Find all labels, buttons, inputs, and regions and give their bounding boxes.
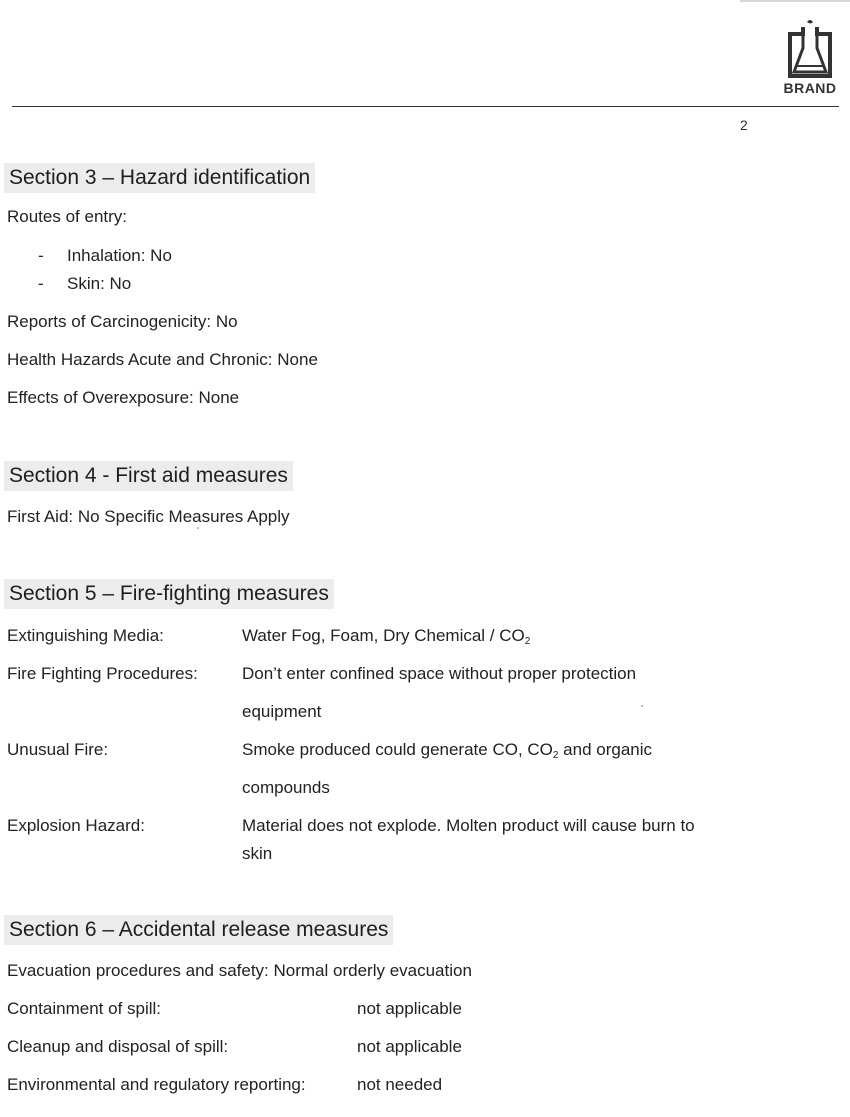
page-number: 2 [740,117,748,133]
first-aid-line: First Aid: No Specific Measures Apply [7,507,290,526]
routes-of-entry-label: Routes of entry: [7,207,128,226]
extinguishing-media-value: Water Fog, Foam, Dry Chemical / $CO_2$ [242,626,531,647]
explosion-hazard-label: Explosion Hazard: [7,816,145,835]
scan-speck [641,705,643,707]
list-item: Inhalation: No [67,246,172,265]
unusual-fire-value: Smoke produced could generate CO, $CO_2$ and organic [242,740,653,761]
explosion-hazard-value: Material does not explode. Molten product will cause burn to [242,816,695,835]
environmental-reporting-value: not needed [357,1075,443,1094]
list-bullet: - [38,274,44,293]
section-5-heading: Section 5 – Fire-fighting measures [4,579,334,609]
list-item: Skin: No [67,274,132,293]
fire-fighting-procedures-value-cont: equipment [242,702,322,721]
unusual-fire-value-cont: compounds [242,778,330,797]
health-hazards-line: Health Hazards Acute and Chronic: None [7,350,318,369]
scan-speck [197,527,199,529]
extinguishing-media-label: Extinguishing Media: [7,626,164,645]
list-bullet: - [38,246,44,265]
section-3-heading: Section 3 – Hazard identification [4,163,315,193]
header-rule [12,106,839,107]
section-4-heading: Section 4 - First aid measures [4,461,293,491]
brand-logo [778,18,842,98]
fire-fighting-procedures-label: Fire Fighting Procedures: [7,664,198,683]
cleanup-label: Cleanup and disposal of spill: [7,1037,229,1056]
brand-name: BRAND [783,80,837,96]
evacuation-line: Evacuation procedures and safety: Normal orderly evacuation [7,961,472,980]
overexposure-line: Effects of Overexposure: None [7,388,240,407]
containment-value: not applicable [357,999,462,1018]
cleanup-value: not applicable [357,1037,462,1056]
fire-fighting-procedures-value: Don’t enter confined space without proper protection [242,664,637,683]
flask-icon [778,18,842,80]
unusual-fire-label: Unusual Fire: [7,740,109,759]
environmental-reporting-label: Environmental and regulatory reporting: [7,1075,306,1094]
carcinogenicity-line: Reports of Carcinogenicity: No [7,312,238,331]
explosion-hazard-value-cont: skin [242,844,273,863]
section-6-heading: Section 6 – Accidental release measures [4,915,393,945]
containment-label: Containment of spill: [7,999,162,1018]
scan-edge-line [740,0,850,2]
